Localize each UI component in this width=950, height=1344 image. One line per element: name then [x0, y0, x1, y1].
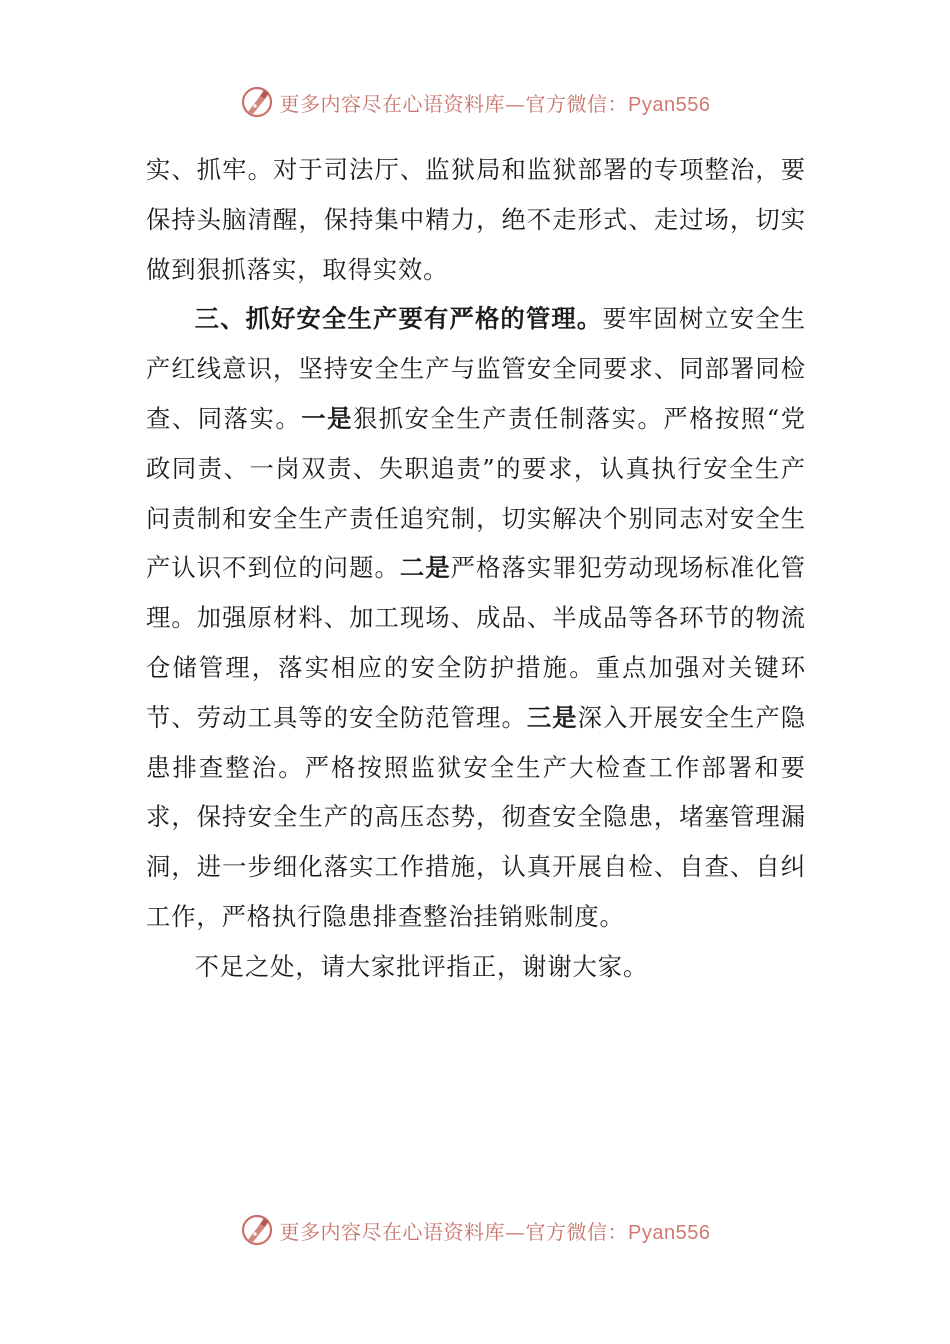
- paragraph-text: 狠抓安全生产责任制落实。严格按照“党政同责、一岗双责、失职追责”的要求，认真执行安全生产问责制和安全生产责任追究制，切实解决个别同志对安全生产认识不到位的问题。: [146, 403, 806, 583]
- watermark-text: 更多内容尽在心语资料库—官方微信：Pyan556: [279, 91, 711, 116]
- paragraph-text: 要牢固树立安全生产红线意识，坚持安全生产与监管安全同要求、同部署同检查、同落实。: [146, 304, 806, 433]
- paragraph-section-three: [146, 294, 806, 941]
- wechat-id: Pyan556: [628, 1221, 711, 1244]
- header-watermark: [0, 82, 950, 122]
- document-body: [146, 145, 806, 992]
- pen-nib-logo: [240, 85, 274, 119]
- paragraph-continuation: 实、抓牢。对于司法厅、监狱局和监狱部署的专项整治，要保持头脑清醒，保持集中精力，绝不走形式、走过场，切实做到狠抓落实，取得实效。: [146, 155, 806, 284]
- paragraph-text: 严格落实罪犯劳动现场标准化管理。加强原材料、加工现场、成品、半成品等各环节的物流仓储管理，落实相应的安全防护措施。重点加强对关键环节、劳动工具等的安全防范管理。: [146, 553, 807, 732]
- point-marker-one: 一是: [301, 403, 353, 433]
- paragraph-closing: 不足之处，请大家批评指正，谢谢大家。: [194, 951, 649, 981]
- watermark-text: 更多内容尽在心语资料库—官方微信：Pyan556: [279, 1219, 711, 1244]
- pen-nib-logo: [240, 1213, 274, 1247]
- paragraph-text: 深入开展安全生产隐患排查整治。严格按照监狱安全生产大检查工作部署和要求，保持安全生产的高压态势，彻查安全隐患，堵塞管理漏洞，进一步细化落实工作措施，认真开展自检、自查、自纠工作，严格执行隐患排查整治挂销账制度。: [146, 702, 806, 931]
- wechat-id: Pyan556: [628, 93, 711, 116]
- point-marker-two: 二是: [399, 553, 451, 583]
- section-heading: 三、抓好安全生产要有严格的管理。: [194, 304, 603, 334]
- point-marker-three: 三是: [526, 702, 578, 732]
- footer-watermark: [0, 1210, 950, 1250]
